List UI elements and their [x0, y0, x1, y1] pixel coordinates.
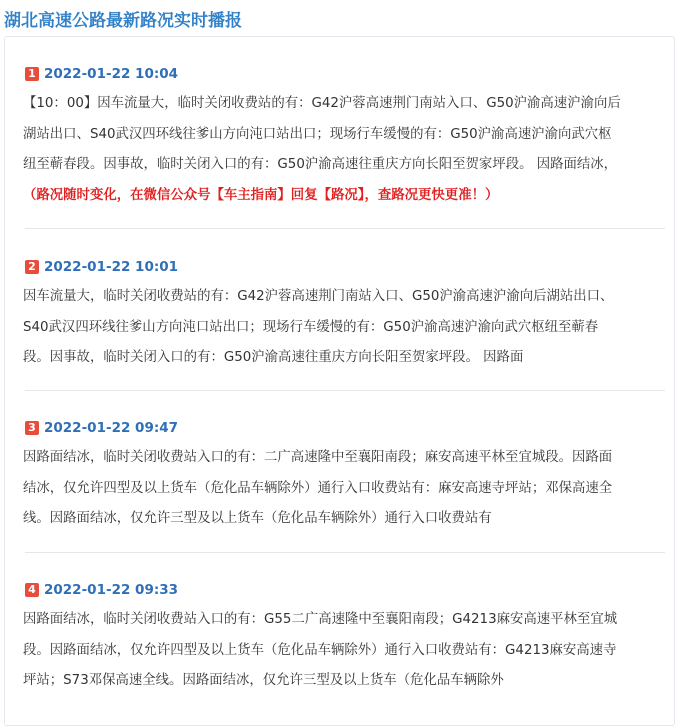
- entry-number-badge: 3: [25, 421, 39, 435]
- entry-number-badge: 4: [25, 583, 39, 597]
- entry-text-line: 段。因事故，临时关闭入口的有：G50沪渝高速往重庆方向长阳至贺家坪段。 因路面: [23, 350, 524, 365]
- entry-text-line: 坪站；S73邓保高速全线。因路面结冰，仅允许三型及以上货车（危化品车辆除外: [23, 673, 504, 688]
- entry-header: [25, 65, 665, 83]
- entry-text-line: 【10：00】因车流量大，临时关闭收费站的有：G42沪蓉高速荆门南站入口、G50沪渝高速沪渝向后: [23, 96, 621, 111]
- report-entry: [25, 419, 665, 535]
- entry-text-line: S40武汉四环线往爹山方向沌口站出口；现场行车缓慢的有：G50沪渝高速沪渝向武穴枢纽至蕲春: [23, 319, 599, 335]
- entry-number-badge: 2: [25, 260, 39, 274]
- divider: [25, 390, 665, 391]
- entry-body: [23, 89, 665, 211]
- traffic-report-panel: [4, 36, 675, 726]
- entry-number-badge: 1: [25, 67, 39, 81]
- entry-header: [25, 581, 665, 599]
- entry-timestamp: 2022-01-22 10:01: [44, 259, 179, 275]
- entry-text-line: 段。因路面结冰，仅允许四型及以上货车（危化品车辆除外）通行入口收费站有：G4213麻安高速寺: [23, 642, 617, 658]
- divider: [25, 552, 665, 553]
- entry-text-line: 结冰，仅允许四型及以上货车（危化品车辆除外）通行入口收费站有：麻安高速寺坪站；邓保高速全: [23, 480, 613, 496]
- report-entry: [25, 258, 665, 374]
- entry-text-line: 纽至蕲春段。因事故，临时关闭入口的有：G50沪渝高速往重庆方向长阳至贺家坪段。 因路面结冰，: [23, 157, 618, 172]
- entry-body: [23, 282, 665, 374]
- entry-text-line: 因路面结冰，临时关闭收费站入口的有：G55二广高速隆中至襄阳南段；G4213麻安高速平林至宜城: [23, 612, 618, 627]
- entry-body: [23, 443, 665, 535]
- entry-text-line: 因路面结冰，临时关闭收费站入口的有：二广高速隆中至襄阳南段；麻安高速平林至宜城段。因路面: [23, 450, 613, 465]
- entry-text-line: 湖站出口、S40武汉四环线往爹山方向沌口站出口；现场行车缓慢的有：G50沪渝高速沪渝向武穴枢: [23, 126, 612, 142]
- entry-header: [25, 419, 665, 437]
- entry-text-line: 线。因路面结冰，仅允许三型及以上货车（危化品车辆除外）通行入口收费站有: [23, 511, 492, 526]
- entry-text-line: 因车流量大，临时关闭收费站的有：G42沪蓉高速荆门南站入口、G50沪渝高速沪渝向后湖站出口、: [23, 289, 614, 304]
- entry-body: [23, 605, 665, 697]
- page-title: 湖北高速公路最新路况实时播报: [4, 11, 242, 31]
- report-entry: [25, 581, 665, 697]
- divider: [25, 228, 665, 229]
- report-entry: [25, 65, 665, 211]
- entry-header: [25, 258, 665, 276]
- entry-timestamp: 2022-01-22 10:04: [44, 66, 179, 82]
- wechat-notice: （路况随时变化，在微信公众号【车主指南】回复【路况】，查路况更快更准！）: [23, 187, 499, 203]
- entry-timestamp: 2022-01-22 09:47: [44, 420, 179, 436]
- entry-timestamp: 2022-01-22 09:33: [44, 582, 179, 598]
